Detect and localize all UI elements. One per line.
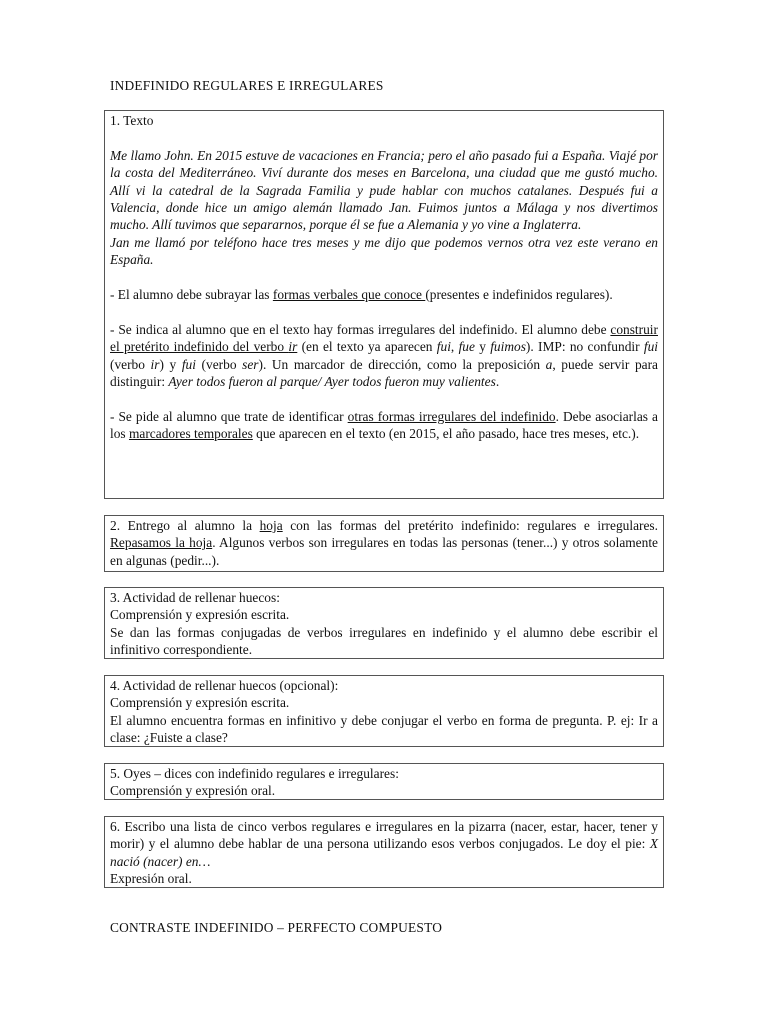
activity-4-title: 4. Actividad de rellenar huecos (opcional): xyxy=(110,678,339,693)
spacer xyxy=(110,390,658,407)
activity-4-skill: Comprensión y expresión escrita. xyxy=(110,695,290,711)
text-run: ). Un marcador de dirección, como la preposición xyxy=(258,356,546,372)
underlined-text: hoja xyxy=(259,518,283,533)
section-heading-indefinido: INDEFINIDO REGULARES E IRREGULARES xyxy=(110,78,384,93)
activity-6-skill: Expresión oral. xyxy=(110,871,192,887)
text-run: ) y xyxy=(159,356,182,372)
text-run: - Se indica al alumno que en el texto hay formas irregulares del indefinido. El alumno debe xyxy=(110,321,611,337)
text-run: . xyxy=(495,374,500,390)
reading-text: Me llamo John. En 2015 estuve de vacaciones en Francia; pero el año pasado fui a España. Viajé por la costa del Mediterráneo. Viví durante dos meses en Barcelona, una ciudad que me gustó mucho. Allí vi la catedral de la Sagrada Familia y pude hablar con muchos catalanes. Después fui a Valencia, donde hice un amigo alemán llamado Jan. Fuimos juntos a Málaga y nos divertimos mucho. Allí tuvimos que separarnos, porque él se fue a Alemania y yo vine a Inglaterra. xyxy=(110,147,658,233)
italic-text: Ayer todos fueron al parque/ Ayer todos fueron muy valientes xyxy=(168,374,496,390)
activity-box-2 xyxy=(104,515,664,572)
instruction-paragraph-1 xyxy=(110,286,658,303)
text-run: . Debe asociarlas a los xyxy=(110,408,658,442)
italic-text: fui xyxy=(643,339,659,355)
spacer xyxy=(110,129,658,146)
spacer xyxy=(110,303,658,320)
section-heading-contraste: CONTRASTE INDEFINIDO – PERFECTO COMPUESTO xyxy=(110,920,443,935)
italic-text: fui xyxy=(436,339,451,355)
italic-text: ir xyxy=(150,356,160,372)
underlined-text: Repasamos la hoja xyxy=(110,535,213,551)
text-run: que aparecen en el texto (en 2015, el año pasado, hace tres meses, etc.). xyxy=(252,426,640,442)
underlined-italic-text: ir xyxy=(288,339,298,355)
italic-text: fuimos xyxy=(490,339,526,355)
activity-box-1 xyxy=(104,110,664,499)
activity-5-title: 5. Oyes – dices con indefinido regulares e irregulares: xyxy=(110,766,399,781)
text-run: con las formas del pretérito indefinido: regulares e irregulares. xyxy=(282,518,658,533)
box-title: 1. Texto xyxy=(110,113,154,128)
underlined-text: construir el pretérito indefinido del verbo xyxy=(110,321,658,355)
text-run: - Se pide al alumno que trate de identificar xyxy=(110,408,348,424)
text-run: 2. Entrego al alumno la xyxy=(110,518,260,533)
text-run: , puede servir para distinguir: xyxy=(110,356,658,390)
text-run: (presentes e indefinidos regulares). xyxy=(425,287,613,303)
italic-text: fui xyxy=(181,356,196,372)
italic-text: a xyxy=(545,356,553,372)
text-run: (verbo xyxy=(195,356,243,372)
text-run: y xyxy=(474,339,491,355)
italic-text: fue xyxy=(458,339,475,355)
text-run: - El alumno debe subrayar las xyxy=(110,287,273,303)
instruction-paragraph-3 xyxy=(110,408,658,443)
text-run: (en el texto ya aparecen xyxy=(297,339,437,355)
activity-6-description xyxy=(110,818,658,870)
activity-box-5 xyxy=(104,763,664,800)
underlined-text: formas verbales que conoce xyxy=(272,287,426,303)
activity-box-3 xyxy=(104,587,664,659)
activity-2-text xyxy=(110,517,658,569)
italic-text: ser xyxy=(242,356,259,372)
underlined-text: marcadores temporales xyxy=(128,426,253,442)
italic-text: X nació (nacer) en… xyxy=(110,836,658,869)
reading-text-continuation: Jan me llamó por teléfono hace tres meses y me dijo que podemos vernos otra vez este verano en España. xyxy=(110,234,658,268)
activity-5-skill: Comprensión y expresión oral. xyxy=(110,783,276,799)
activity-4-description: El alumno encuentra formas en infinitivo y debe conjugar el verbo en forma de pregunta. P. ej: Ir a clase: ¿Fuiste a clase? xyxy=(110,712,658,746)
underlined-text: otras formas irregulares del indefinido xyxy=(347,408,556,424)
spacer xyxy=(110,269,658,286)
activity-box-4 xyxy=(104,675,664,747)
activity-3-title: 3. Actividad de rellenar huecos: xyxy=(110,590,280,605)
text-run: ). IMP: no confundir xyxy=(525,339,644,355)
text-run: . Algunos verbos son irregulares en todas las personas (tener...) y otros solamente en algunas (pedir...). xyxy=(110,535,658,568)
text-run: , xyxy=(450,339,459,355)
activity-box-6 xyxy=(104,816,664,888)
activity-3-skill: Comprensión y expresión escrita. xyxy=(110,607,290,623)
instruction-paragraph-2 xyxy=(110,321,658,391)
text-run: (verbo xyxy=(110,356,151,372)
activity-3-description: Se dan las formas conjugadas de verbos irregulares en indefinido y el alumno debe escribir el infinitivo correspondiente. xyxy=(110,624,658,658)
text-run: 6. Escribo una lista de cinco verbos regulares e irregulares en la pizarra (nacer, estar, hacer, tener y morir) y el alumno debe hablar de una persona utilizando esos verbos conjugados. Le doy el pie: xyxy=(110,819,658,852)
